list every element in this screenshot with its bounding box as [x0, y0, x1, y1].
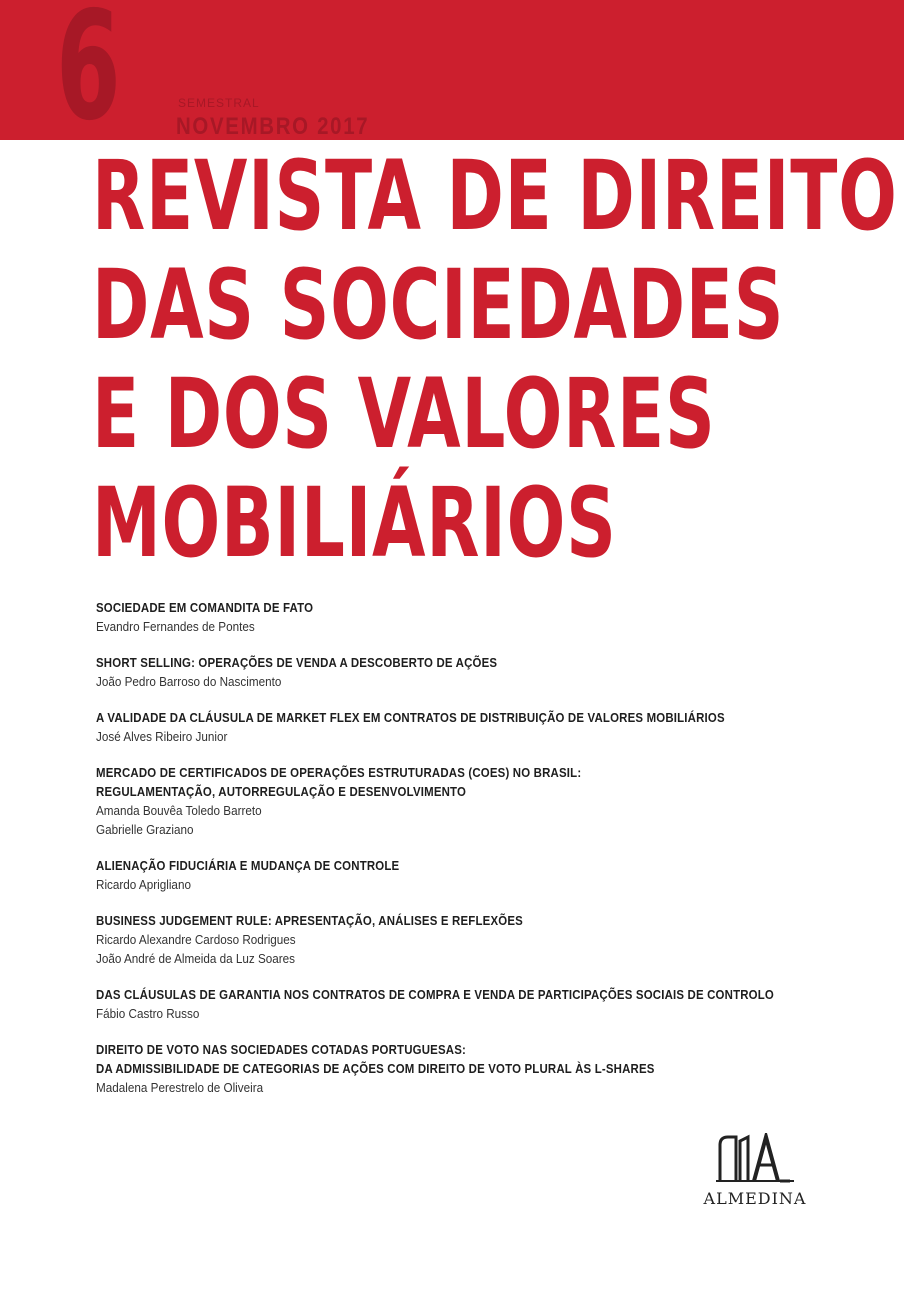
article-title: ALIENAÇÃO FIDUCIÁRIA E MUDANÇA DE CONTROLE [96, 858, 400, 873]
article-title: DA ADMISSIBILIDADE DE CATEGORIAS DE AÇÕES COM DIREITO DE VOTO PLURAL ÀS L-SHARES [96, 1061, 655, 1076]
article-title: BUSINESS JUDGEMENT RULE: APRESENTAÇÃO, ANÁLISES E REFLEXÕES [96, 913, 523, 928]
journal-title [92, 140, 898, 579]
article-author: Fábio Castro Russo [96, 1006, 200, 1021]
article-author: João Pedro Barroso do Nascimento [96, 674, 282, 689]
article-title: SHORT SELLING: OPERAÇÕES DE VENDA A DESCOBERTO DE AÇÕES [96, 655, 498, 670]
journal-title-line: DAS SOCIEDADES [92, 249, 785, 361]
publisher-name: ALMEDINA [703, 1189, 807, 1208]
article-author: Ricardo Alexandre Cardoso Rodrigues [96, 932, 296, 947]
toc-entry [96, 598, 776, 636]
issue-date: NOVEMBRO 2017 [176, 113, 370, 140]
toc-entry [96, 911, 776, 968]
article-title: DIREITO DE VOTO NAS SOCIEDADES COTADAS PORTUGUESAS: [96, 1042, 467, 1057]
toc-entry [96, 985, 776, 1023]
toc-entry [96, 653, 776, 691]
journal-title-line: E DOS VALORES [92, 358, 716, 470]
article-title: MERCADO DE CERTIFICADOS DE OPERAÇÕES ESTRUTURADAS (COES) NO BRASIL: [96, 765, 582, 780]
article-author: Ricardo Aprigliano [96, 877, 191, 892]
top-color-band [0, 0, 904, 154]
article-author: Madalena Perestrelo de Oliveira [96, 1080, 264, 1095]
journal-title-line: REVISTA DE DIREITO [92, 140, 898, 252]
issue-number: 6 [56, 0, 120, 154]
table-of-contents [96, 598, 776, 1114]
article-title: DAS CLÁUSULAS DE GARANTIA NOS CONTRATOS DE COMPRA E VENDA DE PARTICIPAÇÕES SOCIAIS DE CONTROLO [96, 987, 774, 1002]
article-title: REGULAMENTAÇÃO, AUTORREGULAÇÃO E DESENVOLVIMENTO [96, 784, 467, 799]
article-author: Gabrielle Graziano [96, 822, 194, 837]
almedina-logo-icon [714, 1133, 796, 1185]
article-title: A VALIDADE DA CLÁUSULA DE MARKET FLEX EM CONTRATOS DE DISTRIBUIÇÃO DE VALORES MOBILIÁRIOS [96, 710, 725, 725]
toc-entry [96, 708, 776, 746]
article-title: SOCIEDADE EM COMANDITA DE FATO [96, 600, 314, 615]
article-author: Evandro Fernandes de Pontes [96, 619, 255, 634]
article-author: João André de Almeida da Luz Soares [96, 951, 296, 966]
toc-entry [96, 856, 776, 894]
toc-entry [96, 1040, 776, 1097]
article-author: Amanda Bouvêa Toledo Barreto [96, 803, 262, 818]
publisher-mark [690, 1133, 820, 1208]
periodicity-label: SEMESTRAL [178, 96, 260, 110]
article-author: José Alves Ribeiro Junior [96, 729, 228, 744]
toc-entry [96, 763, 776, 839]
journal-title-line: MOBILIÁRIOS [92, 467, 617, 579]
